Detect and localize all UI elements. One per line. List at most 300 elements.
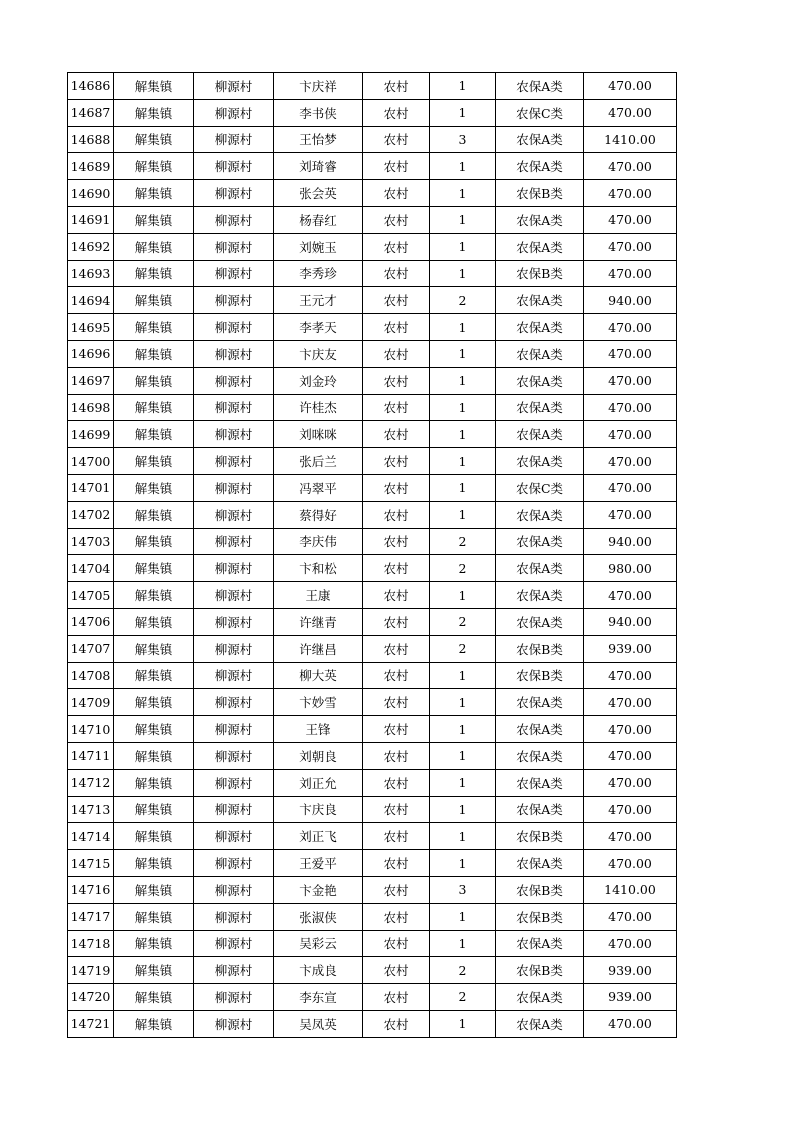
amount-cell: 470.00 <box>584 474 677 501</box>
amount-cell: 940.00 <box>584 608 677 635</box>
village-cell: 柳源村 <box>194 823 274 850</box>
name-cell: 冯翠平 <box>274 474 363 501</box>
name-cell: 吴彩云 <box>274 930 363 957</box>
area-type-cell: 农村 <box>363 126 430 153</box>
area-type-cell: 农村 <box>363 528 430 555</box>
table-row <box>68 260 677 287</box>
town-cell: 解集镇 <box>114 394 194 421</box>
insurance-category-cell: 农保B类 <box>496 260 584 287</box>
household-count-cell: 1 <box>430 823 496 850</box>
area-type-cell: 农村 <box>363 876 430 903</box>
name-cell: 王怡梦 <box>274 126 363 153</box>
household-count-cell: 1 <box>430 796 496 823</box>
area-type-cell: 农村 <box>363 555 430 582</box>
household-count-cell: 2 <box>430 287 496 314</box>
table-row <box>68 99 677 126</box>
town-cell: 解集镇 <box>114 180 194 207</box>
amount-cell: 470.00 <box>584 73 677 100</box>
name-cell: 卞金艳 <box>274 876 363 903</box>
household-count-cell: 1 <box>430 716 496 743</box>
name-cell: 刘金玲 <box>274 367 363 394</box>
town-cell: 解集镇 <box>114 796 194 823</box>
town-cell: 解集镇 <box>114 930 194 957</box>
household-count-cell: 1 <box>430 850 496 877</box>
row-number-cell: 14686 <box>68 73 114 100</box>
village-cell: 柳源村 <box>194 501 274 528</box>
amount-cell: 470.00 <box>584 716 677 743</box>
name-cell: 刘琦睿 <box>274 153 363 180</box>
village-cell: 柳源村 <box>194 555 274 582</box>
name-cell: 王锋 <box>274 716 363 743</box>
town-cell: 解集镇 <box>114 662 194 689</box>
area-type-cell: 农村 <box>363 340 430 367</box>
household-count-cell: 1 <box>430 662 496 689</box>
row-number-cell: 14692 <box>68 233 114 260</box>
area-type-cell: 农村 <box>363 474 430 501</box>
row-number-cell: 14700 <box>68 448 114 475</box>
area-type-cell: 农村 <box>363 448 430 475</box>
household-count-cell: 1 <box>430 474 496 501</box>
table-row <box>68 287 677 314</box>
area-type-cell: 农村 <box>363 957 430 984</box>
household-count-cell: 1 <box>430 314 496 341</box>
row-number-cell: 14715 <box>68 850 114 877</box>
table-row <box>68 850 677 877</box>
name-cell: 卞妙雪 <box>274 689 363 716</box>
row-number-cell: 14690 <box>68 180 114 207</box>
name-cell: 李孝天 <box>274 314 363 341</box>
amount-cell: 939.00 <box>584 635 677 662</box>
area-type-cell: 农村 <box>363 635 430 662</box>
town-cell: 解集镇 <box>114 474 194 501</box>
row-number-cell: 14707 <box>68 635 114 662</box>
row-number-cell: 14695 <box>68 314 114 341</box>
area-type-cell: 农村 <box>363 582 430 609</box>
table-row <box>68 206 677 233</box>
town-cell: 解集镇 <box>114 555 194 582</box>
insurance-category-cell: 农保C类 <box>496 99 584 126</box>
row-number-cell: 14696 <box>68 340 114 367</box>
amount-cell: 470.00 <box>584 742 677 769</box>
insurance-category-cell: 农保A类 <box>496 233 584 260</box>
row-number-cell: 14698 <box>68 394 114 421</box>
town-cell: 解集镇 <box>114 742 194 769</box>
amount-cell: 1410.00 <box>584 126 677 153</box>
insurance-category-cell: 农保A类 <box>496 850 584 877</box>
town-cell: 解集镇 <box>114 823 194 850</box>
village-cell: 柳源村 <box>194 635 274 662</box>
name-cell: 卞和松 <box>274 555 363 582</box>
town-cell: 解集镇 <box>114 903 194 930</box>
row-number-cell: 14713 <box>68 796 114 823</box>
row-number-cell: 14709 <box>68 689 114 716</box>
village-cell: 柳源村 <box>194 99 274 126</box>
amount-cell: 470.00 <box>584 180 677 207</box>
household-count-cell: 2 <box>430 957 496 984</box>
amount-cell: 940.00 <box>584 287 677 314</box>
name-cell: 卞庆祥 <box>274 73 363 100</box>
village-cell: 柳源村 <box>194 340 274 367</box>
insurance-category-cell: 农保B类 <box>496 635 584 662</box>
row-number-cell: 14703 <box>68 528 114 555</box>
insurance-category-cell: 农保A类 <box>496 1010 584 1037</box>
village-cell: 柳源村 <box>194 1010 274 1037</box>
table-row <box>68 608 677 635</box>
name-cell: 卞庆良 <box>274 796 363 823</box>
village-cell: 柳源村 <box>194 903 274 930</box>
household-count-cell: 1 <box>430 99 496 126</box>
name-cell: 许继青 <box>274 608 363 635</box>
name-cell: 蔡得好 <box>274 501 363 528</box>
name-cell: 张后兰 <box>274 448 363 475</box>
table-row <box>68 903 677 930</box>
row-number-cell: 14719 <box>68 957 114 984</box>
household-count-cell: 1 <box>430 206 496 233</box>
town-cell: 解集镇 <box>114 957 194 984</box>
row-number-cell: 14717 <box>68 903 114 930</box>
insurance-category-cell: 农保A类 <box>496 528 584 555</box>
row-number-cell: 14697 <box>68 367 114 394</box>
insurance-category-cell: 农保B类 <box>496 662 584 689</box>
row-number-cell: 14704 <box>68 555 114 582</box>
insurance-category-cell: 农保A类 <box>496 582 584 609</box>
table-row <box>68 421 677 448</box>
household-count-cell: 1 <box>430 73 496 100</box>
row-number-cell: 14720 <box>68 984 114 1011</box>
town-cell: 解集镇 <box>114 421 194 448</box>
town-cell: 解集镇 <box>114 850 194 877</box>
village-cell: 柳源村 <box>194 608 274 635</box>
row-number-cell: 14718 <box>68 930 114 957</box>
town-cell: 解集镇 <box>114 689 194 716</box>
name-cell: 王爱平 <box>274 850 363 877</box>
household-count-cell: 1 <box>430 394 496 421</box>
area-type-cell: 农村 <box>363 180 430 207</box>
row-number-cell: 14708 <box>68 662 114 689</box>
table-row <box>68 314 677 341</box>
household-count-cell: 1 <box>430 260 496 287</box>
name-cell: 刘朝良 <box>274 742 363 769</box>
row-number-cell: 14689 <box>68 153 114 180</box>
village-cell: 柳源村 <box>194 287 274 314</box>
area-type-cell: 农村 <box>363 233 430 260</box>
amount-cell: 470.00 <box>584 930 677 957</box>
town-cell: 解集镇 <box>114 287 194 314</box>
household-count-cell: 2 <box>430 555 496 582</box>
amount-cell: 470.00 <box>584 314 677 341</box>
amount-cell: 470.00 <box>584 850 677 877</box>
village-cell: 柳源村 <box>194 528 274 555</box>
town-cell: 解集镇 <box>114 528 194 555</box>
name-cell: 吴凤英 <box>274 1010 363 1037</box>
area-type-cell: 农村 <box>363 367 430 394</box>
amount-cell: 470.00 <box>584 260 677 287</box>
household-count-cell: 1 <box>430 582 496 609</box>
name-cell: 张淑侠 <box>274 903 363 930</box>
insurance-category-cell: 农保A类 <box>496 153 584 180</box>
insurance-category-cell: 农保A类 <box>496 796 584 823</box>
village-cell: 柳源村 <box>194 984 274 1011</box>
row-number-cell: 14688 <box>68 126 114 153</box>
town-cell: 解集镇 <box>114 153 194 180</box>
table-row <box>68 716 677 743</box>
row-number-cell: 14699 <box>68 421 114 448</box>
insurance-category-cell: 农保A类 <box>496 769 584 796</box>
table-row <box>68 501 677 528</box>
table-row <box>68 153 677 180</box>
town-cell: 解集镇 <box>114 73 194 100</box>
town-cell: 解集镇 <box>114 99 194 126</box>
row-number-cell: 14706 <box>68 608 114 635</box>
amount-cell: 470.00 <box>584 394 677 421</box>
town-cell: 解集镇 <box>114 582 194 609</box>
household-count-cell: 1 <box>430 233 496 260</box>
table-row <box>68 662 677 689</box>
insurance-category-cell: 农保A类 <box>496 367 584 394</box>
town-cell: 解集镇 <box>114 608 194 635</box>
area-type-cell: 农村 <box>363 394 430 421</box>
village-cell: 柳源村 <box>194 742 274 769</box>
area-type-cell: 农村 <box>363 716 430 743</box>
household-count-cell: 2 <box>430 635 496 662</box>
area-type-cell: 农村 <box>363 823 430 850</box>
village-cell: 柳源村 <box>194 367 274 394</box>
village-cell: 柳源村 <box>194 796 274 823</box>
village-cell: 柳源村 <box>194 930 274 957</box>
name-cell: 许继昌 <box>274 635 363 662</box>
amount-cell: 939.00 <box>584 984 677 1011</box>
row-number-cell: 14721 <box>68 1010 114 1037</box>
amount-cell: 470.00 <box>584 421 677 448</box>
name-cell: 李东宣 <box>274 984 363 1011</box>
name-cell: 刘正允 <box>274 769 363 796</box>
household-count-cell: 2 <box>430 608 496 635</box>
insurance-category-cell: 农保A类 <box>496 608 584 635</box>
village-cell: 柳源村 <box>194 716 274 743</box>
table-row <box>68 555 677 582</box>
village-cell: 柳源村 <box>194 260 274 287</box>
amount-cell: 470.00 <box>584 233 677 260</box>
table-row <box>68 180 677 207</box>
town-cell: 解集镇 <box>114 1010 194 1037</box>
name-cell: 卞成良 <box>274 957 363 984</box>
amount-cell: 939.00 <box>584 957 677 984</box>
table-row <box>68 742 677 769</box>
insurance-category-cell: 农保A类 <box>496 501 584 528</box>
town-cell: 解集镇 <box>114 448 194 475</box>
table-body <box>68 73 677 1038</box>
household-count-cell: 1 <box>430 448 496 475</box>
village-cell: 柳源村 <box>194 957 274 984</box>
name-cell: 李庆伟 <box>274 528 363 555</box>
amount-cell: 470.00 <box>584 340 677 367</box>
insurance-category-cell: 农保A类 <box>496 555 584 582</box>
town-cell: 解集镇 <box>114 769 194 796</box>
area-type-cell: 农村 <box>363 421 430 448</box>
village-cell: 柳源村 <box>194 314 274 341</box>
name-cell: 卞庆友 <box>274 340 363 367</box>
village-cell: 柳源村 <box>194 180 274 207</box>
area-type-cell: 农村 <box>363 287 430 314</box>
row-number-cell: 14714 <box>68 823 114 850</box>
row-number-cell: 14712 <box>68 769 114 796</box>
household-count-cell: 1 <box>430 340 496 367</box>
town-cell: 解集镇 <box>114 716 194 743</box>
area-type-cell: 农村 <box>363 501 430 528</box>
name-cell: 王元才 <box>274 287 363 314</box>
table-row <box>68 474 677 501</box>
town-cell: 解集镇 <box>114 314 194 341</box>
amount-cell: 470.00 <box>584 582 677 609</box>
amount-cell: 470.00 <box>584 206 677 233</box>
table-row <box>68 367 677 394</box>
name-cell: 刘咪咪 <box>274 421 363 448</box>
table-row <box>68 796 677 823</box>
table-row <box>68 769 677 796</box>
town-cell: 解集镇 <box>114 206 194 233</box>
insurance-category-cell: 农保A类 <box>496 314 584 341</box>
insurance-category-cell: 农保A类 <box>496 742 584 769</box>
insurance-category-cell: 农保B类 <box>496 823 584 850</box>
name-cell: 张会英 <box>274 180 363 207</box>
amount-cell: 980.00 <box>584 555 677 582</box>
area-type-cell: 农村 <box>363 260 430 287</box>
row-number-cell: 14711 <box>68 742 114 769</box>
amount-cell: 940.00 <box>584 528 677 555</box>
area-type-cell: 农村 <box>363 796 430 823</box>
village-cell: 柳源村 <box>194 876 274 903</box>
household-count-cell: 1 <box>430 930 496 957</box>
household-count-cell: 1 <box>430 689 496 716</box>
village-cell: 柳源村 <box>194 689 274 716</box>
table-row <box>68 394 677 421</box>
household-count-cell: 1 <box>430 1010 496 1037</box>
household-count-cell: 3 <box>430 876 496 903</box>
village-cell: 柳源村 <box>194 448 274 475</box>
area-type-cell: 农村 <box>363 850 430 877</box>
area-type-cell: 农村 <box>363 73 430 100</box>
town-cell: 解集镇 <box>114 367 194 394</box>
amount-cell: 470.00 <box>584 796 677 823</box>
village-cell: 柳源村 <box>194 662 274 689</box>
town-cell: 解集镇 <box>114 876 194 903</box>
roster-table <box>67 72 677 1038</box>
amount-cell: 470.00 <box>584 662 677 689</box>
name-cell: 刘婉玉 <box>274 233 363 260</box>
area-type-cell: 农村 <box>363 206 430 233</box>
insurance-category-cell: 农保A类 <box>496 287 584 314</box>
amount-cell: 470.00 <box>584 99 677 126</box>
table-row <box>68 448 677 475</box>
insurance-category-cell: 农保A类 <box>496 126 584 153</box>
table-row <box>68 340 677 367</box>
table-row <box>68 126 677 153</box>
insurance-category-cell: 农保B类 <box>496 903 584 930</box>
town-cell: 解集镇 <box>114 233 194 260</box>
row-number-cell: 14701 <box>68 474 114 501</box>
insurance-category-cell: 农保B类 <box>496 180 584 207</box>
name-cell: 李秀珍 <box>274 260 363 287</box>
table-row <box>68 1010 677 1037</box>
town-cell: 解集镇 <box>114 126 194 153</box>
insurance-category-cell: 农保A类 <box>496 206 584 233</box>
table-row <box>68 528 677 555</box>
name-cell: 刘正飞 <box>274 823 363 850</box>
town-cell: 解集镇 <box>114 501 194 528</box>
name-cell: 李书侠 <box>274 99 363 126</box>
town-cell: 解集镇 <box>114 340 194 367</box>
village-cell: 柳源村 <box>194 421 274 448</box>
area-type-cell: 农村 <box>363 689 430 716</box>
table-row <box>68 73 677 100</box>
household-count-cell: 1 <box>430 180 496 207</box>
household-count-cell: 1 <box>430 742 496 769</box>
insurance-category-cell: 农保A类 <box>496 421 584 448</box>
row-number-cell: 14716 <box>68 876 114 903</box>
name-cell: 王康 <box>274 582 363 609</box>
name-cell: 杨春红 <box>274 206 363 233</box>
insurance-category-cell: 农保A类 <box>496 340 584 367</box>
row-number-cell: 14693 <box>68 260 114 287</box>
area-type-cell: 农村 <box>363 608 430 635</box>
village-cell: 柳源村 <box>194 206 274 233</box>
area-type-cell: 农村 <box>363 930 430 957</box>
insurance-category-cell: 农保A类 <box>496 394 584 421</box>
area-type-cell: 农村 <box>363 1010 430 1037</box>
row-number-cell: 14705 <box>68 582 114 609</box>
area-type-cell: 农村 <box>363 314 430 341</box>
amount-cell: 1410.00 <box>584 876 677 903</box>
household-count-cell: 1 <box>430 153 496 180</box>
village-cell: 柳源村 <box>194 474 274 501</box>
household-count-cell: 2 <box>430 528 496 555</box>
village-cell: 柳源村 <box>194 394 274 421</box>
area-type-cell: 农村 <box>363 662 430 689</box>
household-count-cell: 1 <box>430 421 496 448</box>
area-type-cell: 农村 <box>363 903 430 930</box>
table-row <box>68 582 677 609</box>
household-count-cell: 1 <box>430 501 496 528</box>
table-row <box>68 635 677 662</box>
row-number-cell: 14702 <box>68 501 114 528</box>
insurance-category-cell: 农保A类 <box>496 984 584 1011</box>
table-row <box>68 957 677 984</box>
insurance-category-cell: 农保A类 <box>496 930 584 957</box>
table-row <box>68 984 677 1011</box>
row-number-cell: 14687 <box>68 99 114 126</box>
table-row <box>68 233 677 260</box>
area-type-cell: 农村 <box>363 742 430 769</box>
amount-cell: 470.00 <box>584 769 677 796</box>
amount-cell: 470.00 <box>584 367 677 394</box>
amount-cell: 470.00 <box>584 823 677 850</box>
insurance-category-cell: 农保B类 <box>496 876 584 903</box>
insurance-category-cell: 农保C类 <box>496 474 584 501</box>
household-count-cell: 1 <box>430 903 496 930</box>
insurance-category-cell: 农保A类 <box>496 73 584 100</box>
area-type-cell: 农村 <box>363 984 430 1011</box>
village-cell: 柳源村 <box>194 582 274 609</box>
amount-cell: 470.00 <box>584 448 677 475</box>
village-cell: 柳源村 <box>194 850 274 877</box>
table-row <box>68 689 677 716</box>
insurance-category-cell: 农保A类 <box>496 448 584 475</box>
insurance-category-cell: 农保B类 <box>496 957 584 984</box>
town-cell: 解集镇 <box>114 260 194 287</box>
village-cell: 柳源村 <box>194 153 274 180</box>
amount-cell: 470.00 <box>584 903 677 930</box>
household-count-cell: 3 <box>430 126 496 153</box>
